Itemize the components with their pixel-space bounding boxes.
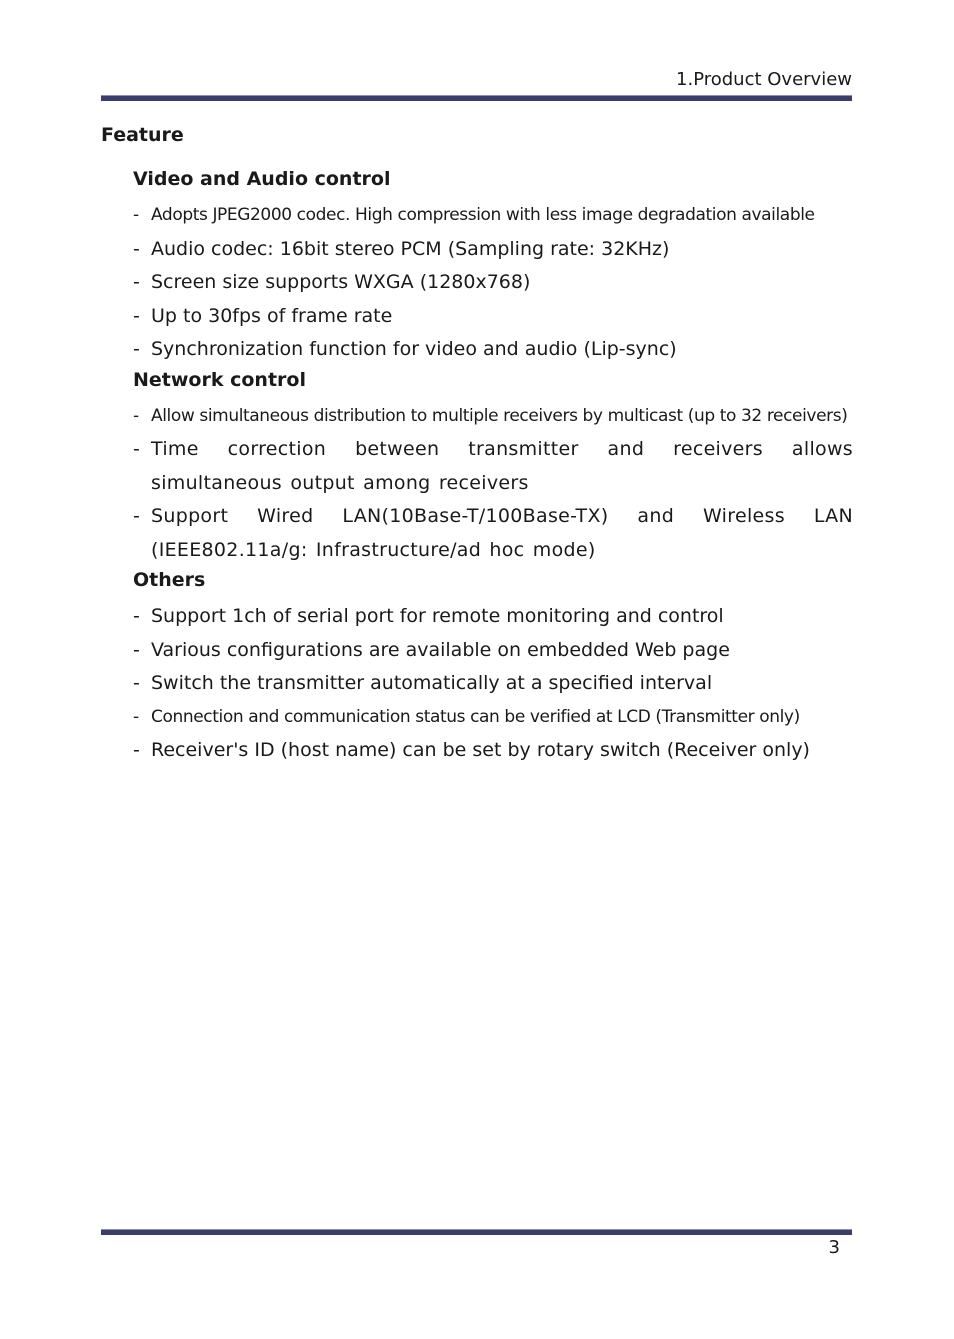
bullet-dash: - <box>133 271 140 293</box>
list-item <box>133 333 853 367</box>
list-item <box>133 667 853 701</box>
list-item-text: Audio codec: 16bit stereo PCM (Sampling rate: 32KHz) <box>151 237 670 260</box>
list-item <box>133 233 853 267</box>
feature-content <box>133 166 853 768</box>
list-item-text: Screen size supports WXGA (1280x768) <box>151 271 531 293</box>
bullet-dash: - <box>133 605 140 627</box>
header-rule <box>101 95 852 101</box>
bullet-dash: - <box>133 706 139 727</box>
list-item <box>133 300 853 334</box>
list-item-text: Support Wired LAN(10Base-T/100Base-TX) and Wireless LAN (IEEE802.11a/g: Infrastructure/ad hoc mode) <box>151 505 853 561</box>
list-item-text: Allow simultaneous distribution to multiple receivers by multicast (up to 32 receivers) <box>151 405 848 426</box>
subheading-network: Network control <box>133 368 306 391</box>
list-item-text: Various configurations are available on embedded Web page <box>151 638 730 661</box>
list-item <box>133 634 853 668</box>
bullet-dash: - <box>133 638 140 661</box>
list-item-text: Up to 30fps of frame rate <box>151 304 393 327</box>
subheading-others: Others <box>133 569 206 591</box>
bullet-dash: - <box>133 739 140 761</box>
subheading-video-audio: Video and Audio control <box>133 168 391 190</box>
bullet-dash: - <box>133 438 141 460</box>
bullet-dash: - <box>133 205 139 225</box>
page-number: 3 <box>828 1237 840 1258</box>
list-item-text: Time correction between transmitter and receivers allows simultaneous output among receivers <box>151 438 853 494</box>
list-item <box>133 600 853 634</box>
list-item <box>133 701 853 735</box>
bullet-dash: - <box>133 304 140 327</box>
running-header: 1.Product Overview <box>676 69 852 90</box>
bullet-dash: - <box>133 237 140 260</box>
list-item-text: Receiver's ID (host name) can be set by rotary switch (Receiver only) <box>151 739 810 761</box>
list-item <box>133 266 853 300</box>
section-title: Feature <box>101 124 184 146</box>
list-item-text: Synchronization function for video and audio (Lip-sync) <box>151 338 677 360</box>
list-item <box>133 433 853 500</box>
list-item <box>133 400 853 434</box>
list-item <box>133 734 853 768</box>
bullet-dash: - <box>133 338 140 360</box>
bullet-dash: - <box>133 505 141 527</box>
bullet-dash: - <box>133 405 139 426</box>
list-item-text: Adopts JPEG2000 codec. High compression with less image degradation available <box>151 205 815 225</box>
bullet-dash: - <box>133 672 140 694</box>
list-item <box>133 199 853 233</box>
list-item-text: Support 1ch of serial port for remote monitoring and control <box>151 605 724 627</box>
list-item <box>133 500 853 567</box>
list-item-text: Connection and communication status can be verified at LCD (Transmitter only) <box>151 706 800 727</box>
list-item-text: Switch the transmitter automatically at a specified interval <box>151 672 713 694</box>
footer-rule <box>101 1229 852 1235</box>
